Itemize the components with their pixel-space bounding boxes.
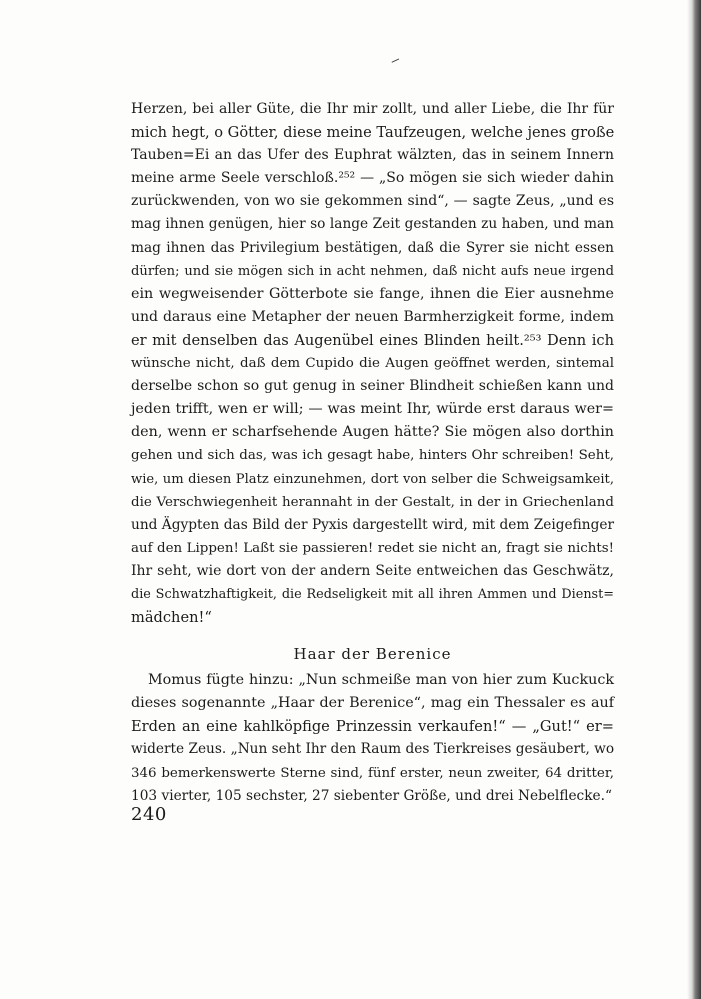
text-line: widerte Zeus. „Nun seht Ihr den Raum des Tierkreises gesäubert, wo: [131, 741, 615, 758]
text-line: meine arme Seele verschloß.²⁵² — „So mögen sie sich wieder dahin: [131, 170, 614, 187]
text-line: mag ihnen genügen, hier so lange Zeit gestanden zu haben, und man: [131, 216, 614, 233]
page-number: 240: [131, 804, 167, 825]
text-line: 103 vierter, 105 sechster, 27 siebenter Größe, und drei Nebelflecke.“: [131, 787, 612, 804]
section-heading: Haar der Berenice: [293, 645, 452, 664]
text-line: 346 bemerkenswerte Sterne sind, fünf erster, neun zweiter, 64 dritter,: [131, 765, 614, 781]
text-line: den, wenn er scharfsehende Augen hätte? Sie mögen also dorthin: [131, 424, 614, 441]
text-line: dieses sogenannte „Haar der Berenice“, mag ein Thessaler es auf: [131, 695, 614, 712]
text-line: und daraus eine Metapher der neuen Barmherzigkeit forme, indem: [131, 308, 614, 325]
text-line: die Verschwiegenheit herannaht in der Gestalt, in der in Griechenland: [131, 494, 614, 510]
text-line: wünsche nicht, daß dem Cupido die Augen geöffnet werden, sintemal: [131, 356, 614, 372]
book-page-body: [131, 98, 614, 808]
text-line: und Ägypten das Bild der Pyxis dargestellt wird, mit dem Zeigefinger: [131, 516, 614, 533]
text-line: die Schwatzhaftigkeit, die Redseligkeit mit all ihren Ammen und Dienst=: [131, 586, 614, 602]
text-line: auf den Lippen! Laßt sie passieren! redet sie nicht an, fragt sie nichts!: [131, 540, 614, 556]
text-line: Herzen, bei aller Güte, die Ihr mir zollt, und aller Liebe, die Ihr für: [131, 101, 614, 117]
text-line: dürfen; und sie mögen sich in acht nehmen, daß nicht aufs neue irgend: [131, 263, 614, 279]
text-line: mich hegt, o Götter, diese meine Taufzeugen, welche jenes große: [131, 124, 615, 142]
text-line: Ihr seht, wie dort von der andern Seite entweichen das Geschwätz,: [131, 562, 614, 579]
stray-ink-mark: [392, 58, 401, 65]
text-line: Momus fügte hinzu: „Nun schmeiße man von hier zum Kuckuck: [148, 672, 614, 689]
text-line: Erden an eine kahlköpfige Prinzessin verkaufen!“ — „Gut!“ er=: [131, 718, 614, 736]
text-line: er mit denselben das Augenübel eines Blinden heilt.²⁵³ Denn ich: [131, 331, 614, 349]
text-line: mag ihnen das Privilegium bestätigen, daß die Syrer sie nicht essen: [131, 239, 614, 256]
text-line: jeden trifft, wen er will; — was meint Ihr, würde erst daraus wer=: [131, 401, 614, 418]
text-line: zurückwenden, von wo sie gekommen sind“, — sagte Zeus, „und es: [131, 193, 614, 210]
paragraph-2: [131, 669, 614, 808]
scan-page-edge: [687, 0, 701, 999]
text-line: mädchen!“: [131, 609, 212, 627]
paragraph-1: [131, 98, 614, 629]
text-line: gehen und sich das, was ich gesagt habe, hinters Ohr schreiben! Seht,: [131, 448, 614, 464]
text-line: Tauben=Ei an das Ufer des Euphrat wälzten, das in seinem Innern: [131, 147, 614, 164]
text-line: wie, um diesen Platz einzunehmen, dort von selber die Schweigsamkeit,: [131, 471, 614, 487]
text-line: derselbe schon so gut genug in seiner Blindheit schießen kann und: [131, 378, 614, 395]
text-line: ein wegweisender Götterbote sie fange, ihnen die Eier ausnehme: [131, 285, 614, 302]
